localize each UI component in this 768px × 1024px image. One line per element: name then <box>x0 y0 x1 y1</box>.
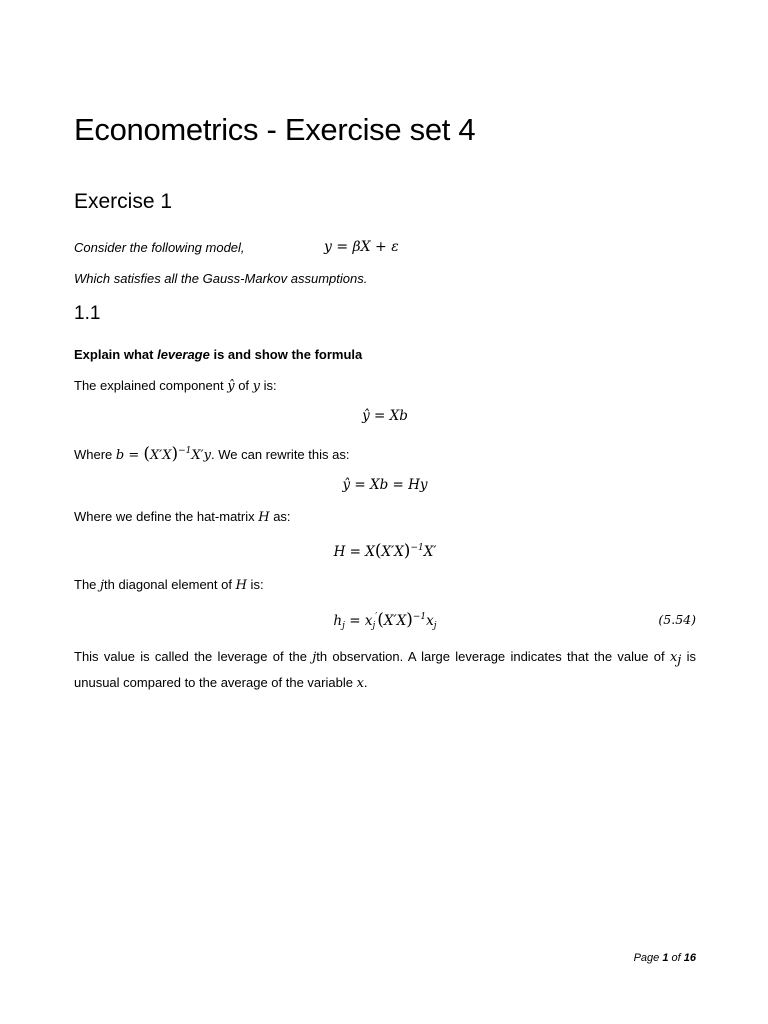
page-title: Econometrics - Exercise set 4 <box>74 112 476 147</box>
lev-text-c: is unusual compared to the average of the variable <box>74 649 696 690</box>
explained-line <box>74 378 277 394</box>
where-b-text-b: . We can rewrite this as: <box>210 447 350 462</box>
model-line <box>74 239 399 255</box>
assumptions-text: Which satisfies all the Gauss-Markov assumptions. <box>74 271 368 286</box>
H-inner: X′X <box>381 544 404 560</box>
h-subscript: j <box>342 621 345 631</box>
H-rhs: X′ <box>423 544 437 560</box>
j-symbol: j <box>100 578 105 593</box>
footer-page-number: 1 <box>662 952 669 964</box>
b-inner: X′X <box>150 448 172 463</box>
equation-hat: ŷ = Xb = Hy <box>342 477 428 493</box>
h-symbol: h <box>333 613 343 629</box>
model-equation: y = βX + ε <box>324 239 399 255</box>
diag-text-b: th diagonal element of <box>104 577 236 592</box>
lev-text-a: This value is called the leverage of the <box>74 649 313 664</box>
leverage-mid: = x <box>344 613 373 629</box>
x2-subscript: j <box>433 621 437 631</box>
leverage-paragraph <box>74 644 696 696</box>
footer-page-word: Page <box>633 952 663 964</box>
exercise-heading: Exercise 1 <box>74 190 173 213</box>
x-prime: ′ <box>375 612 378 622</box>
question-post: is and show the formula <box>209 347 363 362</box>
model-text: Consider the following model, <box>74 240 245 255</box>
yhat-symbol: ŷ <box>227 379 235 394</box>
explained-text-c: is: <box>260 378 277 393</box>
footer-total-pages: 16 <box>683 952 696 964</box>
hat-matrix-line <box>74 509 291 525</box>
leverage-exponent: −1 <box>412 612 427 622</box>
where-b-line: Where $b = (X'X)^{-1}X'y$. We can rewrite this as: <box>74 444 350 464</box>
b-exponent: −1 <box>178 446 192 456</box>
lev-xj-subscript: j <box>677 653 682 668</box>
question-pre: Explain what <box>74 347 158 362</box>
lev-text-d: . <box>363 675 368 690</box>
diag-text-c: is: <box>246 577 264 592</box>
footer-of-word: of <box>668 952 684 964</box>
explained-text-a: The explained component <box>74 378 228 393</box>
lev-j-symbol: j <box>312 650 317 665</box>
b-lhs: b = <box>115 448 144 463</box>
lev-xj-symbol: x <box>669 650 678 665</box>
H-symbol: H <box>258 510 270 525</box>
explained-text-b: of <box>234 378 253 393</box>
where-b-text-a: Where <box>74 447 116 462</box>
question-line <box>74 347 362 362</box>
leverage-inner: X′X <box>383 613 407 629</box>
equation-number: (5.54) <box>658 612 696 627</box>
diagonal-line <box>74 577 264 593</box>
lev-x-symbol: x <box>356 676 364 691</box>
equation-yhat: ŷ = Xb <box>362 408 408 424</box>
H-symbol-2: H <box>235 578 247 593</box>
equation-H: $H = X(X'X)^{-1}X'$ <box>333 541 437 561</box>
y-symbol: y <box>252 379 261 394</box>
diag-text-a: The <box>74 577 101 592</box>
section-number: 1.1 <box>74 303 101 324</box>
document-page <box>74 0 696 1024</box>
H-lhs: H = X <box>333 544 375 560</box>
equation-leverage: $h_j = x_j'(X'X)^{-1}x_j$ <box>333 610 437 631</box>
hat-text-a: Where we define the hat-matrix <box>74 509 259 524</box>
x2-symbol: x <box>426 613 434 629</box>
H-exponent: −1 <box>410 543 424 553</box>
lev-text-b: th observation. A large leverage indicates that the value of <box>316 649 670 664</box>
page-footer <box>634 952 696 964</box>
question-emphasis: leverage <box>157 347 210 362</box>
hat-text-b: as: <box>269 509 291 524</box>
x-subscript: j <box>372 621 376 631</box>
b-rhs: X′y <box>191 448 211 463</box>
